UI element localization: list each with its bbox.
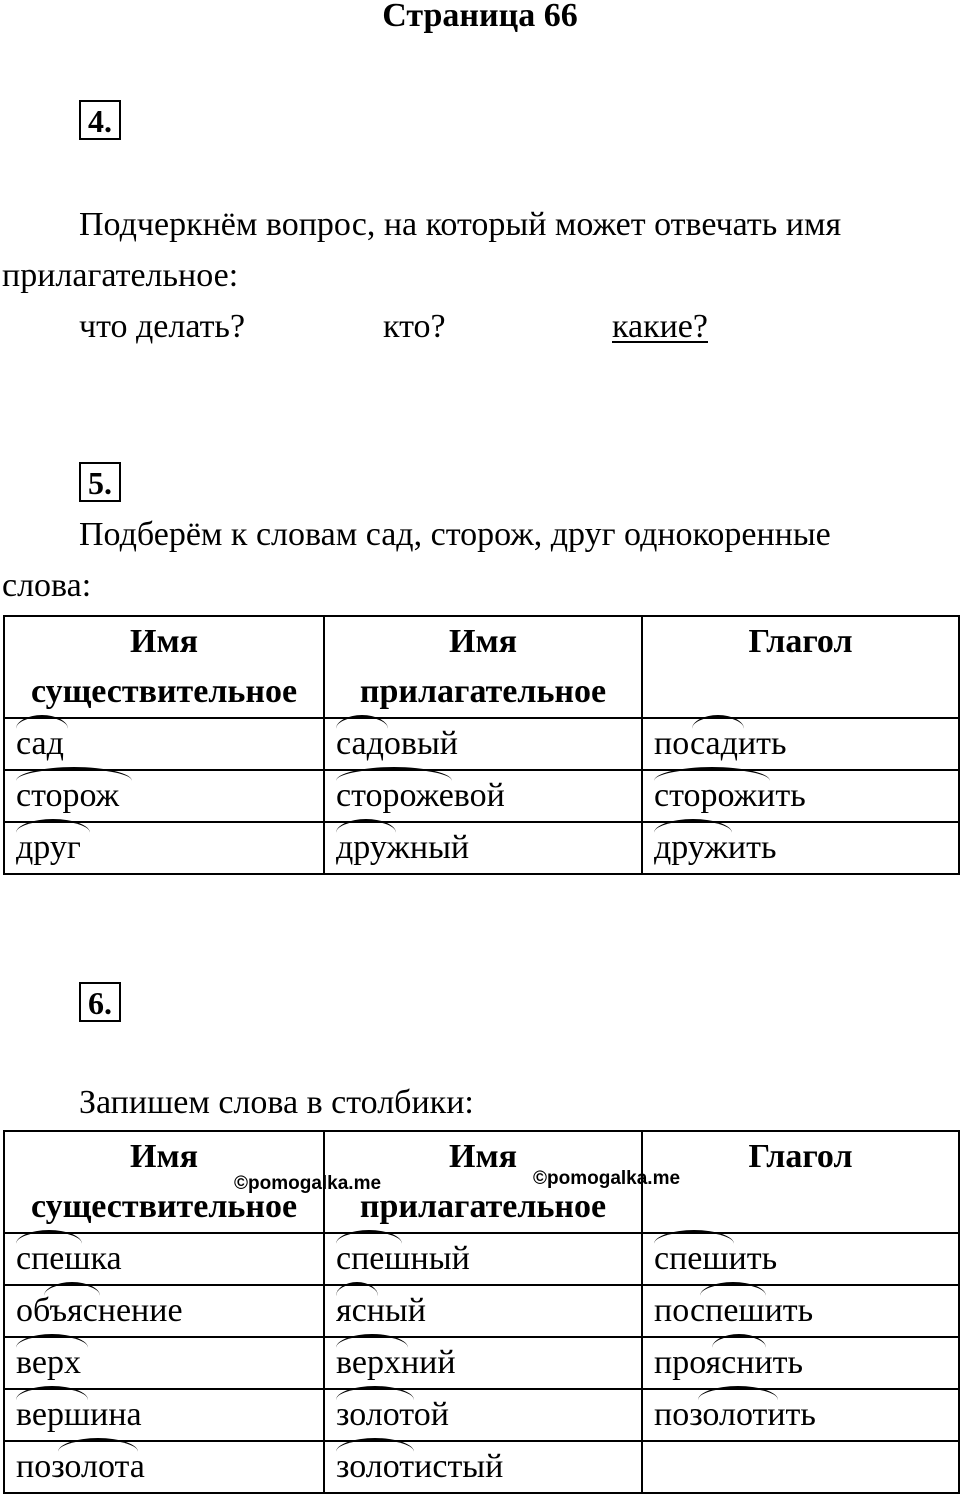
task-5-number: 5. [79, 462, 121, 502]
word-cell: вершина [16, 1390, 142, 1440]
header-adjective: Имя прилагательное [324, 1131, 642, 1233]
word-cell: верх [16, 1338, 81, 1388]
task-4-text-line1: Подчеркнём вопрос, на который может отвечать имя [79, 206, 842, 243]
page-title: Страница 66 [382, 0, 578, 34]
word-cell: золотой [336, 1390, 449, 1440]
table-row [4, 770, 959, 822]
table-row [4, 1337, 959, 1389]
table-row [4, 718, 959, 770]
word-cell: спешить [654, 1234, 777, 1284]
word-cell: позолотить [654, 1390, 816, 1440]
word-cell: сторож [16, 771, 119, 821]
task-4-option-1: что делать? [79, 308, 246, 345]
task-4-text-line2: прилагательное: [2, 257, 239, 294]
task-5-text-line2: слова: [2, 567, 92, 604]
word-cell: посадить [654, 719, 787, 769]
table-row [4, 1233, 959, 1285]
word-cell: поспешить [654, 1286, 813, 1336]
task-5-text-line1: Подберём к словам сад, сторож, друг однокоренные [79, 516, 831, 553]
header-verb: Глагол [642, 1131, 959, 1233]
word-cell: золотистый [336, 1442, 503, 1492]
header-noun: Имя существительное [4, 616, 324, 718]
table-row [4, 1389, 959, 1441]
task-4-option-3-underlined: какие? [612, 308, 708, 345]
header-noun: Имя существительное [4, 1131, 324, 1233]
word-cell: позолота [16, 1442, 145, 1492]
task-6-table [3, 1130, 960, 1494]
task-4-number: 4. [79, 100, 121, 140]
word-cell: ясный [336, 1286, 426, 1336]
word-cell: прояснить [654, 1338, 803, 1388]
word-cell: садовый [336, 719, 458, 769]
task-4-option-2: кто? [383, 308, 446, 345]
word-cell: спешный [336, 1234, 470, 1284]
word-cell: верхний [336, 1338, 456, 1388]
word-cell: дружить [654, 823, 776, 873]
word-cell: сторожевой [336, 771, 505, 821]
task-5-table [3, 615, 960, 875]
table-row [4, 1441, 959, 1493]
word-cell: спешка [16, 1234, 122, 1284]
table-row [4, 822, 959, 874]
word-cell: дружный [336, 823, 469, 873]
watermark: ©pomogalka.me [533, 1168, 681, 1189]
task-6-text-line1: Запишем слова в столбики: [79, 1084, 474, 1121]
header-adjective: Имя прилагательное [324, 616, 642, 718]
table-header-row [4, 616, 959, 718]
task-6-number: 6. [79, 982, 121, 1022]
word-cell: друг [16, 823, 81, 873]
header-verb: Глагол [642, 616, 959, 718]
word-cell: сад [16, 719, 64, 769]
watermark: ©pomogalka.me [234, 1173, 382, 1194]
table-row [4, 1285, 959, 1337]
word-cell: объяснение [16, 1286, 183, 1336]
table-header-row [4, 1131, 959, 1233]
word-cell: сторожить [654, 771, 806, 821]
